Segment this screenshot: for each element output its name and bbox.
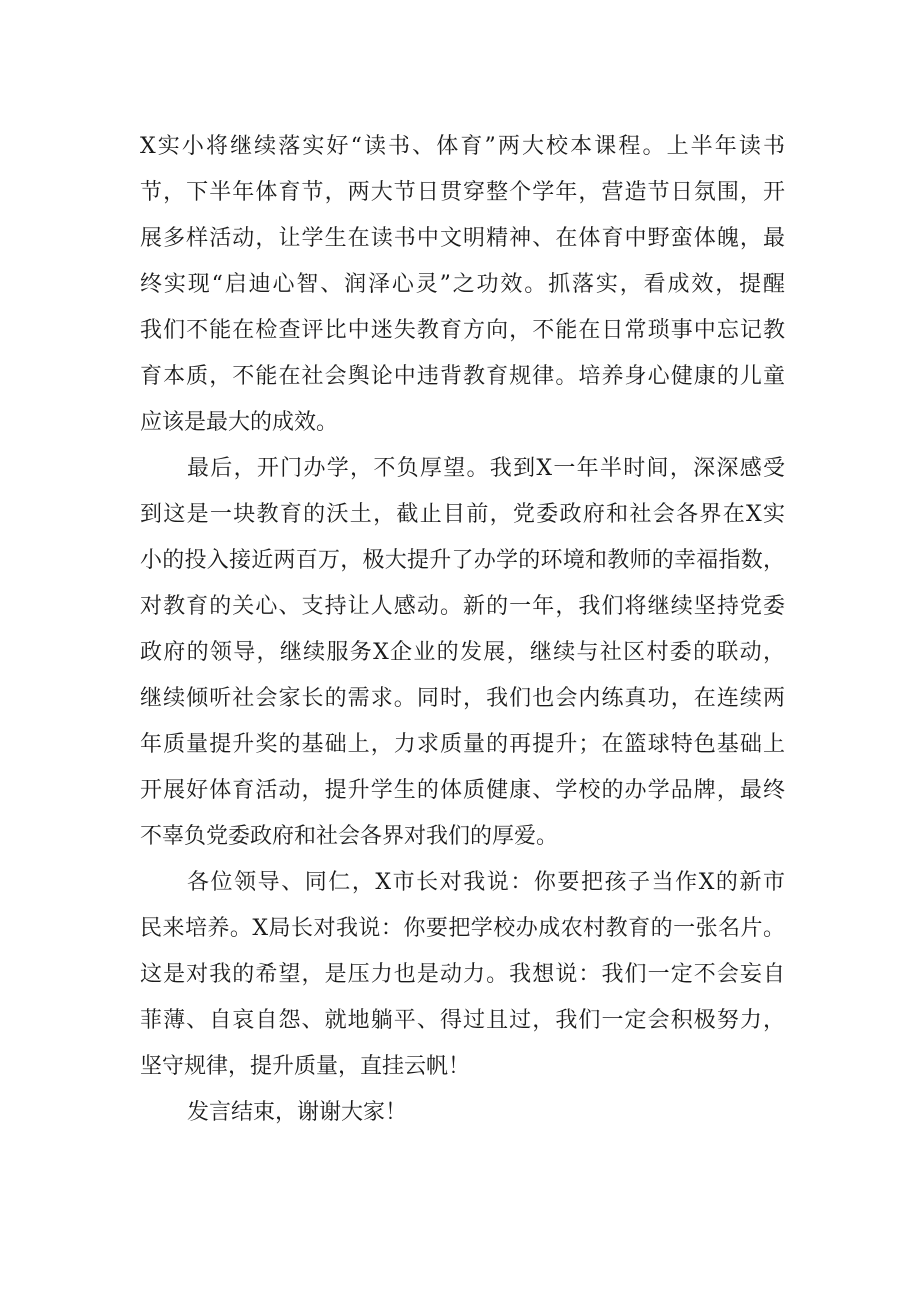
paragraph-3-line-1: 各位领导、同仁，X市长对我说：你要把孩子当作X的新市	[187, 870, 785, 895]
paragraph-2-line-2: 到这是一块教育的沃土，截止目前，党委政府和社会各界在X实	[140, 502, 785, 527]
paragraph-2-line-8: 开展好体育活动，提升学生的体质健康、学校的办学品牌，最终	[140, 778, 785, 803]
paragraph-1-line-6: 育本质，不能在社会舆论中违背教育规律。培养身心健康的儿童	[140, 364, 785, 389]
paragraph-3-line-3: 这是对我的希望，是压力也是动力。我想说：我们一定不会妄自	[140, 962, 785, 987]
paragraph-2-line-1: 最后，开门办学，不负厚望。我到X一年半时间，深深感受	[187, 456, 785, 481]
paragraph-4-line-1: 发言结束，谢谢大家！	[187, 1100, 408, 1125]
paragraph-2-line-9: 不辜负党委政府和社会各界对我们的厚爱。	[140, 824, 559, 849]
paragraph-2-line-5: 政府的领导，继续服务X企业的发展，继续与社区村委的联动，	[140, 640, 785, 665]
paragraph-3-line-5: 坚守规律，提升质量，直挂云帆！	[140, 1054, 471, 1079]
paragraph-3-line-2: 民来培养。X局长对我说：你要把学校办成农村教育的一张名片。	[140, 916, 785, 941]
paragraph-3-line-4: 菲薄、自哀自怨、就地躺平、得过且过，我们一定会积极努力，	[140, 1008, 785, 1033]
document-body	[140, 124, 785, 1136]
paragraph-1-line-4: 终实现“启迪心智、润泽心灵”之功效。抓落实，看成效，提醒	[140, 272, 785, 297]
paragraph-1-line-5: 我们不能在检查评比中迷失教育方向，不能在日常琐事中忘记教	[140, 318, 785, 343]
paragraph-2-line-6: 继续倾听社会家长的需求。同时，我们也会内练真功，在连续两	[140, 686, 785, 711]
paragraph-1-line-7: 应该是最大的成效。	[140, 410, 339, 435]
paragraph-2-line-3: 小的投入接近两百万，极大提升了办学的环境和教师的幸福指数，	[140, 548, 785, 573]
paragraph-1-line-1: X实小将继续落实好“读书、体育”两大校本课程。上半年读书	[140, 134, 785, 159]
paragraph-2-line-7: 年质量提升奖的基础上，力求质量的再提升；在篮球特色基础上	[140, 732, 785, 757]
paragraph-1-line-2: 节，下半年体育节，两大节日贯穿整个学年，营造节日氛围，开	[140, 180, 785, 205]
paragraph-1-line-3: 展多样活动，让学生在读书中文明精神、在体育中野蛮体魄，最	[140, 226, 785, 251]
paragraph-2-line-4: 对教育的关心、支持让人感动。新的一年，我们将继续坚持党委	[140, 594, 785, 619]
